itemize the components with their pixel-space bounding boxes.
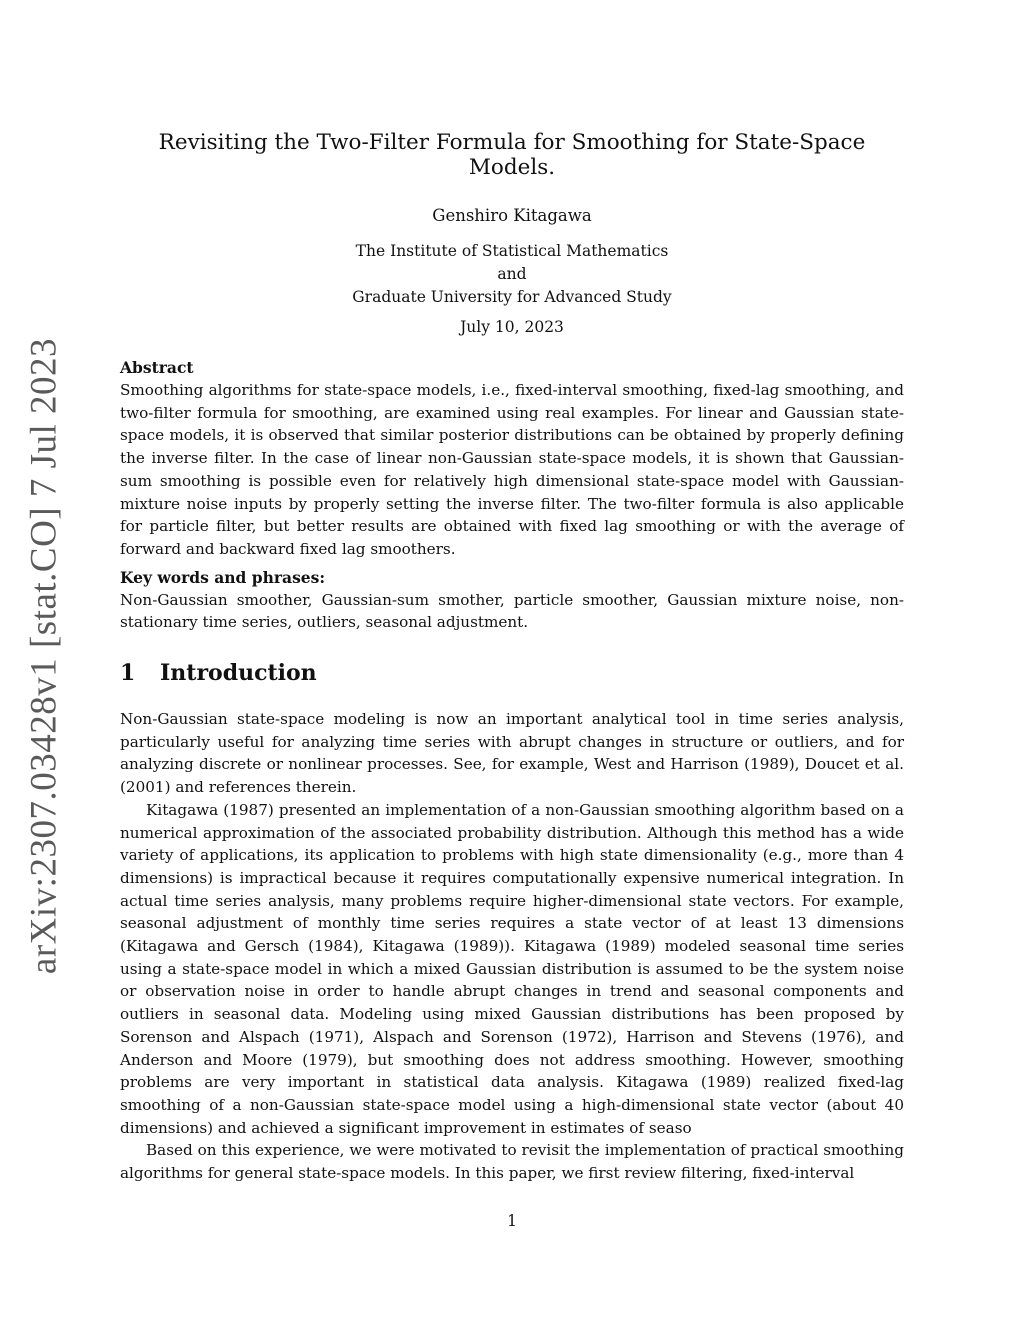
- keywords-text: Non-Gaussian smoother, Gaussian-sum smother, particle smoother, Gaussian mixture noise, non-stationary time series, outliers, seasonal adjustment.: [120, 590, 904, 632]
- affiliation-line-2: and: [497, 265, 527, 283]
- section-title: Introduction: [160, 660, 317, 686]
- section-number: 1: [120, 660, 136, 686]
- keywords-heading: Key words and phrases:: [120, 567, 326, 587]
- author-name: Genshiro Kitagawa: [432, 206, 592, 225]
- abstract-block: [120, 357, 904, 634]
- abstract-heading: Abstract: [120, 358, 194, 377]
- intro-paragraph-3: Based on this experience, we were motivated to revisit the implementation of practical smoothing algorithms for general state-space models. In this paper, we first review filtering, fixed-interval: [120, 1141, 904, 1183]
- affiliation-line-1: The Institute of Statistical Mathematics: [355, 242, 669, 260]
- abstract-text: Smoothing algorithms for state-space models, i.e., fixed-interval smoothing, fixed-lag smoothing, and two-filter formula for smoothing, are examined using real examples. For linear and Gaussian state-space models, it is observed that similar posterior distributions can be obtained by properly defining the inverse filter. In the case of linear non-Gaussian state-space models, it is shown that Gaussian-sum smoothing is possible even for relatively high dimensional state-space model with Gaussian-mixture noise inputs by properly setting the inverse filter. The two-filter formula is also applicable for particle filter, but better results are obtained with fixed lag smoothing or with the average of forward and backward fixed lag smoothers.: [120, 381, 904, 558]
- section-heading: [120, 660, 904, 686]
- intro-paragraph-2: Kitagawa (1987) presented an implementation of a non-Gaussian smoothing algorithm based on a numerical approximation of the associated probability distribution. Although this method has a wide variety of applications, its application to problems with high state dimensionality (e.g., more than 4 dimensions) is impractical because it requires computationally expensive numerical integration. In actual time series analysis, many problems require higher-dimensional state vectors. For example, seasonal adjustment of monthly time series requires a state vector of at least 13 dimensions (Kitagawa and Gersch (1984), Kitagawa (1989)). Kitagawa (1989) modeled seasonal time series using a state-space model in which a mixed Gaussian distribution is assumed to be the system noise or observation noise in order to handle abrupt changes in trend and seasonal components and outliers in seasonal data. Modeling using mixed Gaussian distributions has been proposed by Sorenson and Alspach (1971), Alspach and Sorenson (1972), Harrison and Stevens (1976), and Anderson and Moore (1979), but smoothing does not address smoothing. However, smoothing problems are very important in statistical data analysis. Kitagawa (1989) realized fixed-lag smoothing of a non-Gaussian state-space model using a high-dimensional state vector (about 40 dimensions) and achieved a significant improvement in estimates of seaso: [120, 800, 904, 1137]
- paper-date: July 10, 2023: [460, 318, 564, 336]
- paper-title: Revisiting the Two-Filter Formula for Smoothing for State-Space Models.: [158, 130, 866, 180]
- intro-paragraph-1: Non-Gaussian state-space modeling is now an important analytical tool in time series analysis, particularly useful for analyzing time series with abrupt changes in structure or outliers, and for analyzing discrete or nonlinear processes. See, for example, West and Harrison (1989), Doucet et al. (2001) and references therein.: [120, 710, 904, 797]
- page-number: 1: [507, 1212, 517, 1230]
- introduction-body: [120, 708, 904, 1185]
- affiliation: [120, 240, 904, 309]
- arxiv-identifier[interactable]: arXiv:2307.03428v1 [stat.CO] 7 Jul 2023: [23, 337, 65, 975]
- affiliation-line-3: Graduate University for Advanced Study: [352, 288, 672, 306]
